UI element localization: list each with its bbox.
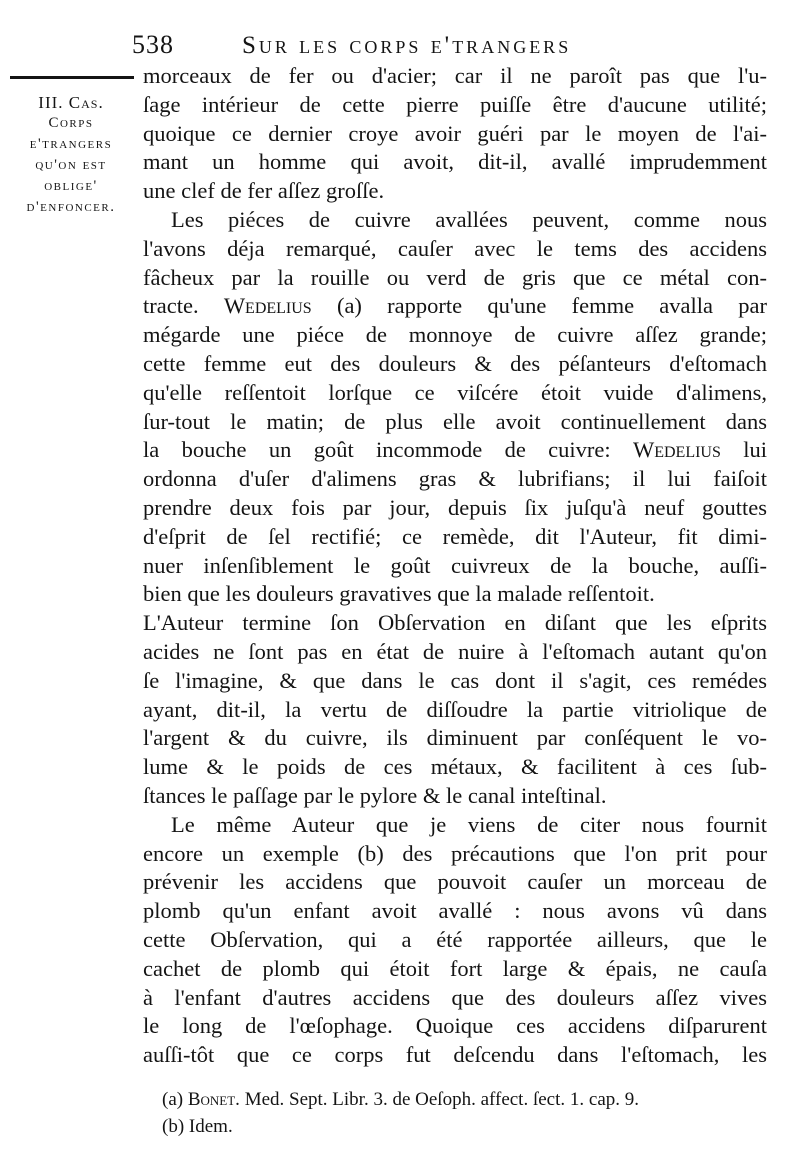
text-segment: encore un exemple (b) des précautions que l'on prit pour — [143, 840, 767, 866]
text-line — [143, 264, 767, 293]
text-line — [143, 494, 767, 523]
text-line — [143, 177, 767, 206]
margin-note-line: Corps — [48, 115, 94, 131]
text-line — [143, 62, 767, 91]
text-segment: fâcheux par la rouille ou verd de gris que ce métal con- — [143, 264, 767, 290]
text-segment: auſſi-tôt que ce corps fut deſcendu dans l'eſtomach, les — [143, 1042, 767, 1068]
text-line — [143, 465, 767, 494]
margin-note-line: III. Cas. — [38, 93, 104, 112]
text-segment: d'eſprit de ſel rectifié; ce remède, dit l'Auteur, fit dimi- — [143, 523, 767, 549]
text-line — [143, 984, 767, 1013]
running-head — [132, 30, 762, 62]
running-title: Sur les corps e'trangers — [242, 32, 572, 59]
text-segment: lume & le poids de ces métaux, & facilitent à ces ſub- — [143, 754, 767, 780]
page-number: 538 — [132, 30, 174, 59]
text-line — [143, 148, 767, 177]
footnote-author: Bonet. — [187, 1089, 240, 1110]
text-line — [143, 609, 767, 638]
text-line — [143, 811, 767, 840]
text-line — [143, 235, 767, 264]
text-line — [143, 523, 767, 552]
text-segment: L'Auteur termine ſon Obſervation en diſant que les eſprits — [143, 610, 767, 636]
text-segment: bien que les douleurs gravatives que la malade reſſentoit. — [143, 581, 655, 607]
text-segment: à l'enfant d'autres accidens que des douleurs aſſez vives — [143, 984, 767, 1010]
text-line — [143, 408, 767, 437]
text-line — [143, 580, 767, 609]
margin-note-line: oblige' — [44, 178, 98, 194]
text-line — [143, 552, 767, 581]
footnote-mark: (a) — [162, 1089, 188, 1110]
text-segment: morceaux de fer ou d'acier; car il ne paroît pas que l'u- — [143, 63, 767, 88]
text-segment: mégarde une piéce de monnoye de cuivre aſſez grande; — [143, 322, 767, 348]
text-line — [143, 1041, 767, 1070]
text-line — [143, 696, 767, 725]
text-segment: une clef de fer aſſez groſſe. — [143, 178, 385, 204]
text-line — [143, 840, 767, 869]
margin-note-line: qu'on est — [35, 157, 107, 173]
text-segment: ſe l'imagine, & que dans le cas dont il s'agit, ces remédes — [143, 667, 767, 693]
footnote-text: Med. Sept. Libr. 3. de Oeſoph. affect. ſect. 1. cap. 9. — [239, 1089, 640, 1110]
text-line — [143, 379, 767, 408]
text-line — [143, 120, 767, 149]
text-segment: l'argent & du cuivre, ils diminuent par conſéquent le vo- — [143, 725, 767, 751]
body-text — [143, 62, 767, 1070]
text-line — [143, 926, 767, 955]
text-segment: plomb qu'un enfant avoit avallé : nous avons vû dans — [143, 898, 767, 924]
text-segment: l'avons déja remarqué, cauſer avec le tems des accidens — [143, 235, 767, 261]
margin-rule — [10, 76, 134, 79]
text-segment: prendre deux fois par jour, depuis ſix juſqu'à neuf gouttes — [143, 494, 767, 520]
author-name: Wedelius — [632, 437, 721, 463]
author-name: Wedelius — [223, 293, 312, 319]
text-line — [143, 350, 767, 379]
footnote-text: Idem. — [188, 1116, 233, 1137]
text-segment: tracte. — [143, 293, 224, 319]
text-segment: cette Obſervation, qui a été rapportée ailleurs, que le — [143, 926, 767, 952]
text-segment: le long de l'œſophage. Quoique ces accidens diſparurent — [143, 1013, 767, 1039]
footnote-mark: (b) — [162, 1116, 189, 1137]
text-segment: ſage intérieur de cette pierre puiſſe être d'aucune utilité; — [143, 91, 767, 117]
text-segment: (a) rapporte qu'une femme avalla par — [311, 293, 767, 319]
text-line — [143, 955, 767, 984]
text-segment: Les piéces de cuivre avallées peuvent, comme nous — [171, 206, 767, 232]
text-line — [143, 782, 767, 811]
text-line — [143, 1012, 767, 1041]
text-segment: qu'elle reſſentoit lorſque ce viſcére étoit vuide d'alimens, — [143, 379, 767, 405]
text-segment: ayant, dit-il, la vertu de diſſoudre la partie vitriolique de — [143, 696, 767, 722]
margin-note — [4, 92, 138, 218]
footnote — [162, 1113, 762, 1140]
text-segment: nuer inſenſiblement le goût cuivreux de la bouche, auſſi- — [143, 552, 767, 578]
text-line — [143, 667, 767, 696]
text-segment: ordonna d'uſer d'alimens gras & lubrifians; il lui faiſoit — [143, 466, 767, 492]
text-segment: cette femme eut des douleurs & des péſanteurs d'eſtomach — [143, 350, 767, 376]
footnote — [162, 1086, 762, 1113]
text-segment: acides ne ſont pas en état de nuire à l'eſtomach autant qu'on — [143, 638, 767, 664]
text-segment: Le même Auteur que je viens de citer nous fournit — [171, 811, 767, 837]
text-line — [143, 206, 767, 235]
text-segment: mant un homme qui avoit, dit-il, avallé imprudemment — [143, 149, 767, 175]
text-segment: quoique ce dernier croye avoir guéri par le moyen de l'ai- — [143, 120, 767, 146]
margin-note-line: e'trangers — [29, 136, 113, 152]
text-segment: la bouche un goût incommode de cuivre: — [143, 437, 633, 463]
footnotes — [162, 1086, 762, 1140]
text-line — [143, 638, 767, 667]
text-line — [143, 321, 767, 350]
text-segment: ſtances le paſſage par le pylore & le canal inteſtinal. — [143, 782, 607, 808]
text-segment: prévenir les accidens que pouvoit cauſer un morceau de — [143, 869, 767, 895]
text-segment: cachet de plomb qui étoit fort large & épais, ne cauſa — [143, 955, 767, 981]
text-segment: lui — [720, 437, 767, 463]
text-line — [143, 292, 767, 321]
text-line — [143, 897, 767, 926]
margin-note-line: d'enfoncer. — [26, 199, 116, 215]
text-line — [143, 724, 767, 753]
text-line — [143, 868, 767, 897]
text-line — [143, 436, 767, 465]
text-line — [143, 753, 767, 782]
text-line — [143, 91, 767, 120]
text-segment: ſur-tout le matin; de plus elle avoit continuellement dans — [143, 408, 767, 434]
